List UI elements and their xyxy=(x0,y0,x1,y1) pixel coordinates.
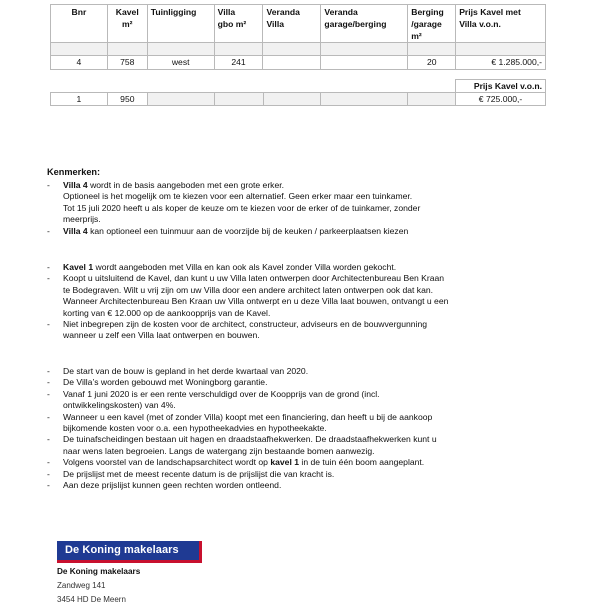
price-table xyxy=(50,4,546,70)
list-item-line xyxy=(63,469,547,480)
kenmerken-list-general xyxy=(47,366,547,491)
line-text: bijkomende kosten voor o.a. een hypotheekadvies en hypotheekakte. xyxy=(63,423,327,434)
kavel-price-table xyxy=(50,79,546,106)
list-item xyxy=(47,389,547,412)
list-item-line xyxy=(63,446,547,457)
list-item-line xyxy=(63,285,547,296)
header-veranda-villa: Veranda Villa xyxy=(263,5,321,43)
cell-prijs: € 1.285.000,- xyxy=(456,56,546,70)
list-item-line xyxy=(63,191,547,202)
line-text: De prijslijst met de meest recente datum is de prijslijst die van kracht is. xyxy=(63,468,335,479)
header-berging: Berging /garage m² xyxy=(408,5,456,43)
list-item-line xyxy=(63,330,547,341)
cell-tuinligging: west xyxy=(147,56,214,70)
list-item-line xyxy=(63,308,547,319)
line-text: De start van de bouw is gepland in het derde kwartaal van 2020. xyxy=(63,366,309,376)
line-text: korting van € 12.000 op de aankoopprijs van de Kavel. xyxy=(63,307,271,318)
list-item xyxy=(47,480,547,491)
line-text: wordt aangeboden met Villa en kan ook als Kavel zonder Villa worden gekocht. xyxy=(93,262,397,272)
list-item-line xyxy=(63,377,547,388)
list-item-line xyxy=(63,296,547,307)
cell-veranda-villa xyxy=(263,56,321,70)
header-veranda-garage: Veranda garage/berging xyxy=(321,5,408,43)
table-row xyxy=(51,56,546,70)
firm-address: Zandweg 141 xyxy=(57,581,106,590)
kenmerken-heading: Kenmerken: xyxy=(47,167,101,177)
cell-villa: 241 xyxy=(214,56,263,70)
kenmerken-list-villa xyxy=(47,180,547,237)
line-text: wordt in de basis aangeboden met een grote erker. xyxy=(87,180,285,190)
line-text: Tot 15 juli 2020 heeft u als koper de keuze om te kiezen voor de erker of de tuinkamer, zonder xyxy=(63,202,421,213)
list-item-line xyxy=(63,434,547,445)
header-prijs-kavel: Prijs Kavel v.o.n. xyxy=(456,80,546,93)
line-text: meerprijs. xyxy=(63,214,101,225)
list-item xyxy=(47,434,547,457)
company-logo xyxy=(57,541,202,563)
line-text: De tuinafscheidingen bestaan uit hagen en draadstaafhekwerken. De draadstaafhekwerken kunt u xyxy=(63,434,437,445)
list-item-line xyxy=(63,366,547,377)
header-prijs: Prijs Kavel met Villa v.o.n. xyxy=(456,5,546,43)
list-item xyxy=(47,377,547,388)
logo-text: De Koning makelaars xyxy=(65,544,179,556)
line-text: wanneer u zelf een Villa laat ontwerpen en bouwen. xyxy=(63,330,260,341)
header-tuinligging: Tuinligging xyxy=(147,5,214,43)
cell-berging: 20 xyxy=(408,56,456,70)
line-text: Wanneer u een kavel (met of zonder Villa) koopt met een financiering, dan heeft u bij de aankoop xyxy=(63,411,433,422)
list-item-line xyxy=(63,273,547,284)
line-text: Niet inbegrepen zijn de kosten voor de architect, constructeur, adviseurs en de bouwvergunning xyxy=(63,319,428,330)
line-text: naar wens laten begroeien. Langs de watergang zijn bestaande bomen aanwezig. xyxy=(63,445,375,456)
list-item xyxy=(47,319,547,342)
line-text: Koopt u uitsluitend de Kavel, dan kunt u uw Villa laten ontwerpen door Architectenbureau Ben Kraan xyxy=(63,273,445,284)
list-item xyxy=(47,273,547,319)
list-item xyxy=(47,469,547,480)
list-item xyxy=(47,180,547,226)
list-item-line xyxy=(63,214,547,225)
header-kavel: Kavel m² xyxy=(107,5,147,43)
cell-kavel: 950 xyxy=(107,93,147,106)
line-text: Aan deze prijslijst kunnen geen rechten worden ontleend. xyxy=(63,480,282,491)
table-spacer-row xyxy=(51,43,546,56)
line-text: te Bodegraven. Wilt u vrij zijn om uw Villa door een andere architect laten ontwerpen ook dat kan. xyxy=(63,284,434,295)
bold-label: Kavel 1 xyxy=(63,262,94,272)
list-item xyxy=(47,262,547,273)
list-item-line xyxy=(63,412,547,423)
line-text: De Villa’s worden gebouwd met Woningborg garantie. xyxy=(63,377,268,388)
list-item-line xyxy=(63,203,547,214)
list-item xyxy=(47,226,547,237)
bold-label: Villa 4 xyxy=(63,180,88,190)
line-text: Wanneer Architectenbureau Ben Kraan uw Villa ontwerpt en u deze Villa laat bouwen, ontvangt u een xyxy=(63,296,449,307)
table-header-row xyxy=(51,5,546,43)
line-text: in de tuin één boom aangeplant. xyxy=(299,457,425,468)
list-item xyxy=(47,457,547,468)
bold-label: kavel 1 xyxy=(270,457,300,468)
list-item-line xyxy=(63,457,547,468)
list-item-line xyxy=(63,262,547,273)
bold-label: Villa 4 xyxy=(63,225,88,236)
list-item-line xyxy=(63,480,547,491)
cell-prijs-kavel: € 725.000,- xyxy=(456,93,546,106)
cell-bnr: 1 xyxy=(51,93,108,106)
list-item-line xyxy=(63,400,547,411)
list-item-line xyxy=(63,423,547,434)
list-item-line xyxy=(63,319,547,330)
line-text: ontwikkelingskosten) van 4%. xyxy=(63,400,176,411)
cell-kavel: 758 xyxy=(107,56,147,70)
list-item-line xyxy=(63,389,547,400)
line-text: kan optioneel een tuinmuur aan de voorzijde bij de keuken / parkeerplaatsen kiezen xyxy=(87,225,409,236)
header-bnr: Bnr xyxy=(51,5,108,43)
list-item-line xyxy=(63,180,547,191)
header-villa: Villa gbo m² xyxy=(214,5,263,43)
cell-bnr: 4 xyxy=(51,56,108,70)
cell-veranda-garage xyxy=(321,56,408,70)
kavel-header-row xyxy=(51,80,546,93)
firm-postal: 3454 HD De Meern xyxy=(57,595,126,604)
table-row xyxy=(51,93,546,106)
list-item xyxy=(47,412,547,435)
line-text: Vanaf 1 juni 2020 is er een rente verschuldigd over de Koopprijs van de grond (incl. xyxy=(63,388,380,399)
list-item xyxy=(47,366,547,377)
kenmerken-list-kavel xyxy=(47,262,547,342)
list-item-line xyxy=(63,226,547,237)
firm-name: De Koning makelaars xyxy=(57,567,141,576)
line-text: Optioneel is het mogelijk om te kiezen voor een alternatief. Geen erker maar een tuinkamer. xyxy=(63,191,413,202)
line-text: Volgens voorstel van de landschapsarchitect wordt op xyxy=(63,457,271,468)
